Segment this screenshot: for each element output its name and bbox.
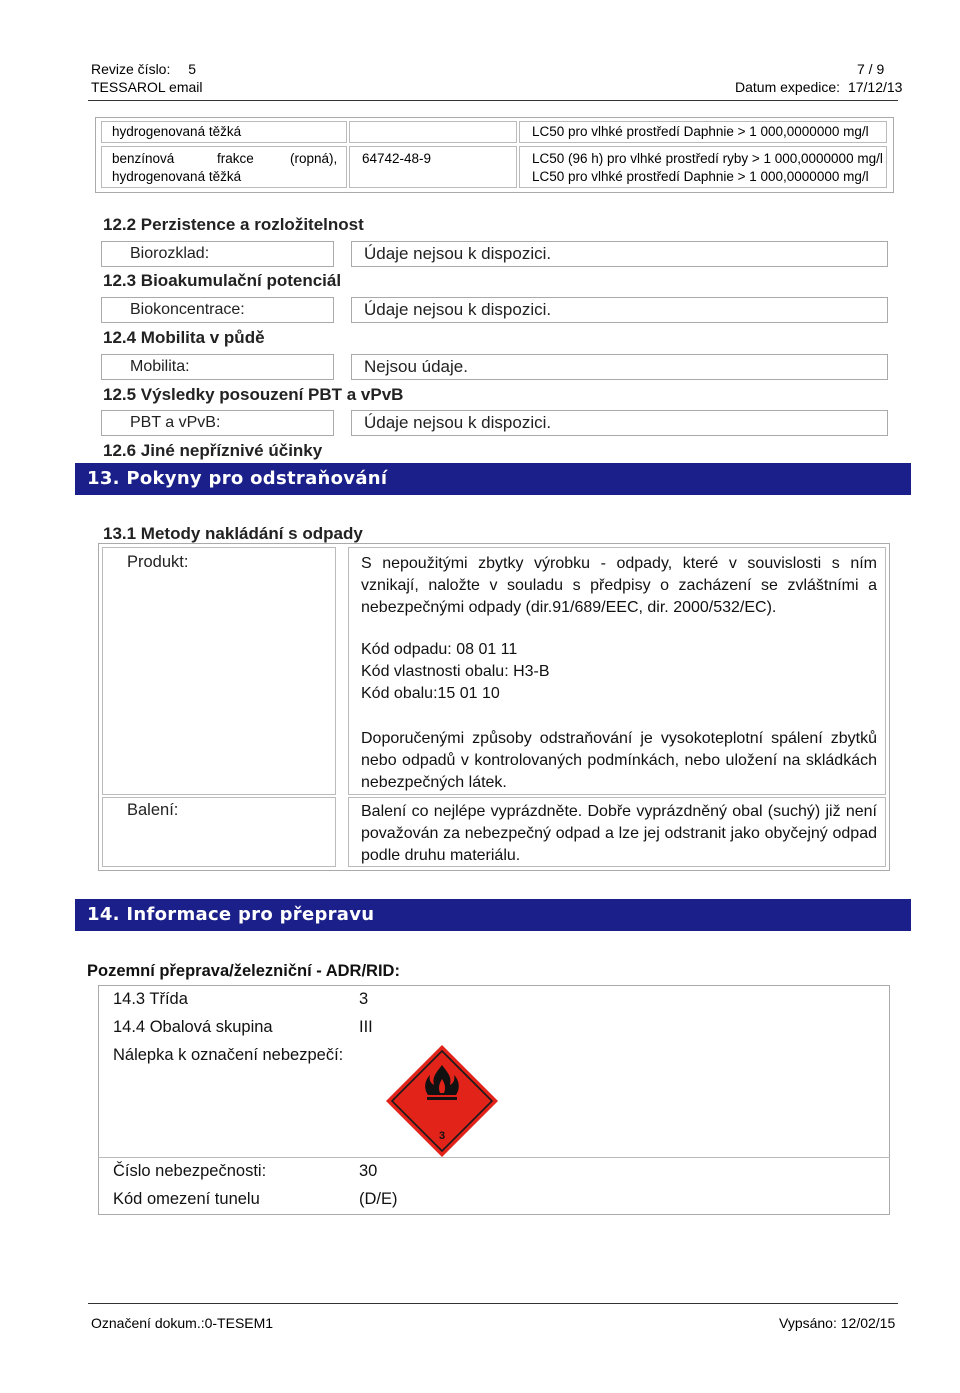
issue-date-label: Datum expedice: <box>735 79 841 95</box>
baleni-value-cell <box>348 797 886 867</box>
produkt-paragraph-2: Doporučenými způsoby odstraňování je vysokoteplotní spálení zbytků nebo odpadů v kontrolovaných podmínkách, nebo uložení na skládkách nebezpečných látek. <box>361 730 877 791</box>
biorozklad-value: Údaje nejsou k dispozici. <box>351 241 888 267</box>
table-row-2-value-1: LC50 (96 h) pro vlhké prostředí ryby > 1 000,0000000 mg/l <box>532 151 883 166</box>
pbt-label: PBT a vPvB: <box>101 410 334 436</box>
table-row-2-cas: 64742-48-9 <box>362 151 432 166</box>
section-14-title: 14. Informace pro přepravu <box>87 904 375 925</box>
skupina-value: III <box>359 1018 373 1036</box>
issue-date-value: 17/12/13 <box>847 79 903 95</box>
footer-divider <box>88 1303 898 1304</box>
section-13-title: 13. Pokyny pro odstraňování <box>87 468 388 489</box>
table-row-2-name-word1: benzínová <box>112 151 175 166</box>
revision-label: Revize číslo: <box>91 61 171 77</box>
heading-12-6: 12.6 Jiné nepříznivé účinky <box>103 441 323 460</box>
table-row-2-values-cell <box>519 146 887 188</box>
table-row-2-name-cell <box>101 146 347 188</box>
biorozklad-label: Biorozklad: <box>101 241 334 267</box>
biokoncentrace-value: Údaje nejsou k dispozici. <box>351 297 888 323</box>
transport-subtitle: Pozemní přeprava/železniční - ADR/RID: <box>87 962 400 980</box>
section-14-bar <box>75 899 911 931</box>
baleni-paragraph: Balení co nejlépe vyprázdněte. Dobře vyprázdněný obal (suchý) již není považován za nebezpečný odpad a lze jej odstranit jako obyčejný odpad podle druhu materiálu. <box>361 803 877 864</box>
page-number: 7 / 9 <box>857 61 885 77</box>
revision-info <box>91 60 196 78</box>
heading-13-1: 13.1 Metody nakládání s odpady <box>103 524 363 543</box>
hazard-class-number: 3 <box>438 1130 446 1142</box>
table-row-2-name-word3: (ropná), <box>290 151 338 166</box>
heading-12-4: 12.4 Mobilita v půdě <box>103 328 265 347</box>
table-row-2-name-line2: hydrogenovaná těžká <box>112 169 242 184</box>
table-row-1-name: hydrogenovaná těžká <box>112 124 242 139</box>
kod-vlastnosti: Kód vlastnosti obalu: H3-B <box>361 663 550 680</box>
trida-label: 14.3 Třída <box>113 990 188 1008</box>
baleni-label: Balení: <box>127 801 179 819</box>
produkt-paragraph-1: S nepoužitými zbytky výrobku - odpady, které v souvislosti s ním vznikají, naložte v souladu s předpisy o zacházení se zvláštními a nebezpečnými odpady (dir.91/689/EEC, dir. 2000/532/EC). <box>361 555 877 616</box>
produkt-label: Produkt: <box>127 553 189 571</box>
table-row-2-value-2: LC50 pro vlhké prostředí Daphnie > 1 000,0000000 mg/l <box>532 169 869 184</box>
table-row-1-value: LC50 pro vlhké prostředí Daphnie > 1 000,0000000 mg/l <box>532 124 869 139</box>
table-row-1-name-cell <box>101 121 347 143</box>
cislo-label: Číslo nebezpečnosti: <box>113 1162 267 1180</box>
baleni-label-cell <box>102 797 336 867</box>
produkt-label-cell <box>102 547 336 795</box>
document-id: Označení dokum.:0-TESEM1 <box>91 1315 274 1331</box>
heading-12-5: 12.5 Výsledky posouzení PBT a vPvB <box>103 385 404 404</box>
heading-12-2: 12.2 Perzistence a rozložitelnost <box>103 215 364 234</box>
napeka-label: Nálepka k označení nebezpečí: <box>113 1046 344 1064</box>
mobilita-label: Mobilita: <box>101 354 334 380</box>
heading-12-3: 12.3 Bioakumulační potenciál <box>103 271 342 290</box>
pbt-value: Údaje nejsou k dispozici. <box>351 410 888 436</box>
section-13-bar <box>75 463 911 495</box>
kod-odpadu: Kód odpadu: 08 01 11 <box>361 641 518 658</box>
tunel-value: (D/E) <box>359 1190 398 1208</box>
biokoncentrace-label: Biokoncentrace: <box>101 297 334 323</box>
produkt-value-cell <box>348 547 886 795</box>
revision-value: 5 <box>188 61 197 77</box>
header-divider <box>88 100 898 101</box>
trida-value: 3 <box>359 990 369 1008</box>
issue-date <box>735 78 902 96</box>
mobilita-value: Nejsou údaje. <box>351 354 888 380</box>
flammable-hazard-label <box>384 1043 500 1159</box>
table-row-1-values-cell <box>519 121 887 143</box>
issued-date: Vypsáno: 12/02/15 <box>779 1315 896 1331</box>
table-row-1-cas-cell <box>349 121 517 143</box>
product-name: TESSAROL email <box>91 79 203 95</box>
skupina-label: 14.4 Obalová skupina <box>113 1018 273 1036</box>
tunel-label: Kód omezení tunelu <box>113 1190 260 1208</box>
transport-table-divider <box>98 1157 890 1158</box>
cislo-value: 30 <box>359 1162 378 1180</box>
table-row-2-cas-cell <box>349 146 517 188</box>
table-row-2-name-word2: frakce <box>217 151 254 166</box>
kod-obalu: Kód obalu:15 01 10 <box>361 685 500 702</box>
